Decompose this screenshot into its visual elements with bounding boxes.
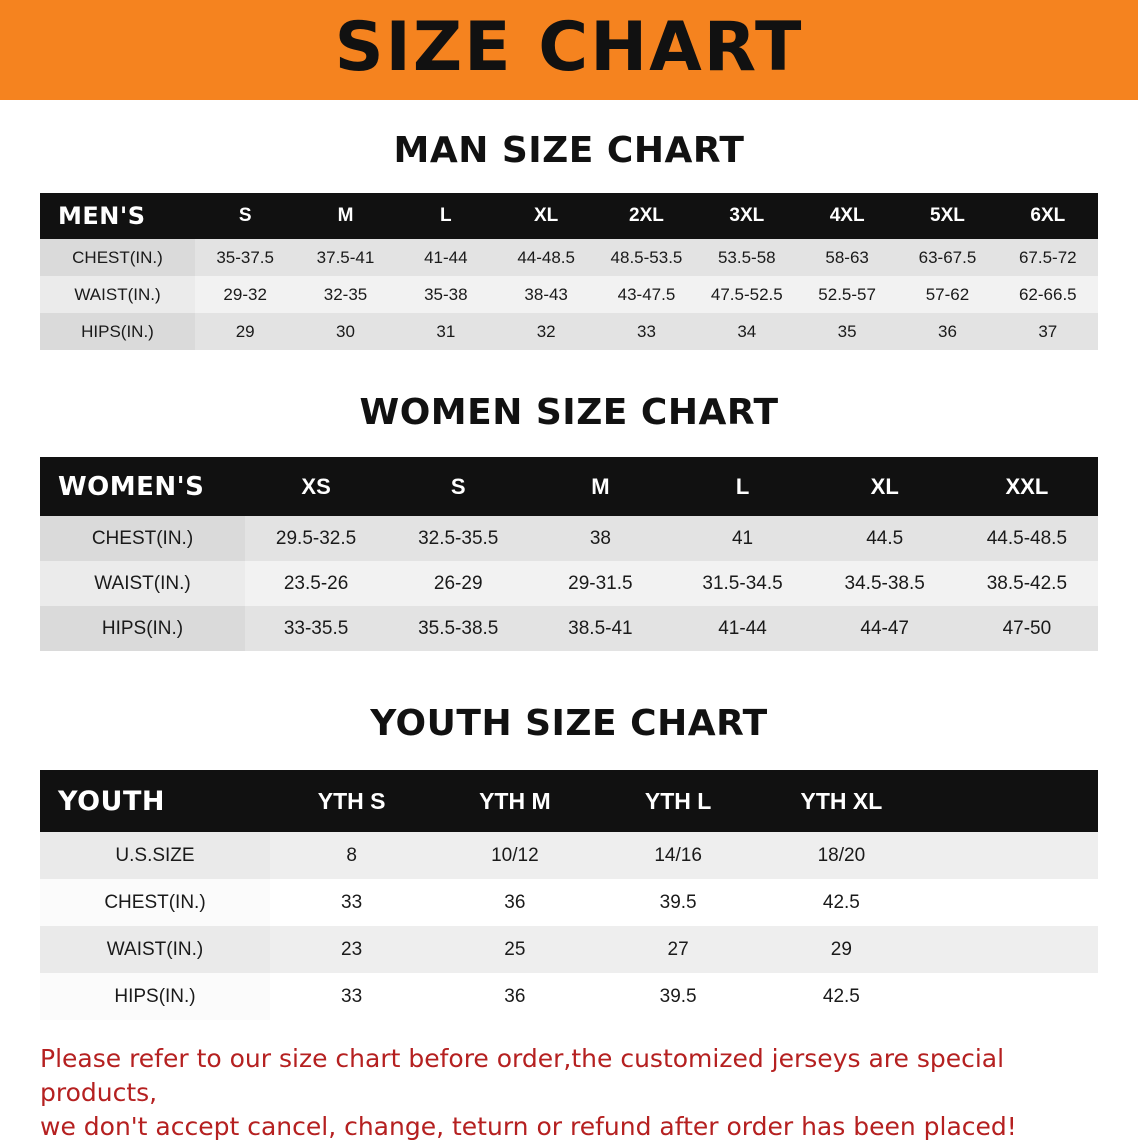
disclaimer-note <box>40 1042 1098 1143</box>
table-row <box>40 239 1098 276</box>
man-col-header: 3XL <box>697 193 797 239</box>
youth-cell: 8 <box>270 832 433 879</box>
youth-cell: 27 <box>597 926 760 973</box>
women-row-label: HIPS(IN.) <box>40 606 245 651</box>
youth-cell: 33 <box>270 973 433 1020</box>
youth-cell: 29 <box>760 926 923 973</box>
youth-cell-spacer <box>923 879 1098 926</box>
man-cell: 29-32 <box>195 276 295 313</box>
table-row <box>40 516 1098 561</box>
header-banner <box>0 0 1138 100</box>
youth-cell: 33 <box>270 879 433 926</box>
women-section-title: WOMEN SIZE CHART <box>0 392 1138 433</box>
man-cell: 67.5-72 <box>998 239 1098 276</box>
youth-section-title: YOUTH SIZE CHART <box>0 703 1138 744</box>
youth-header-spacer <box>923 770 1098 832</box>
women-cell: 44.5 <box>814 516 956 561</box>
man-cell: 62-66.5 <box>998 276 1098 313</box>
man-cell: 37.5-41 <box>295 239 395 276</box>
man-cell: 58-63 <box>797 239 897 276</box>
women-size-table <box>40 457 1098 651</box>
youth-size-table-wrap <box>0 770 1138 1020</box>
table-row <box>40 973 1098 1020</box>
women-col-header: XS <box>245 457 387 516</box>
man-section-title: MAN SIZE CHART <box>0 130 1138 171</box>
man-col-header: M <box>295 193 395 239</box>
women-corner-label: WOMEN'S <box>40 457 245 516</box>
man-cell: 63-67.5 <box>897 239 997 276</box>
disclaimer-line-1: Please refer to our size chart before order,the customized jerseys are special products, <box>40 1042 1098 1110</box>
women-row-label: CHEST(IN.) <box>40 516 245 561</box>
youth-cell: 18/20 <box>760 832 923 879</box>
youth-row-label: WAIST(IN.) <box>40 926 270 973</box>
youth-col-header: YTH XL <box>760 770 923 832</box>
man-cell: 33 <box>596 313 696 350</box>
youth-table-header-row <box>40 770 1098 832</box>
table-row <box>40 561 1098 606</box>
man-cell: 35-38 <box>396 276 496 313</box>
man-cell: 41-44 <box>396 239 496 276</box>
man-cell: 48.5-53.5 <box>596 239 696 276</box>
youth-cell: 10/12 <box>433 832 596 879</box>
man-cell: 38-43 <box>496 276 596 313</box>
women-cell: 38.5-42.5 <box>956 561 1098 606</box>
women-col-header: XL <box>814 457 956 516</box>
man-col-header: 6XL <box>998 193 1098 239</box>
women-cell: 31.5-34.5 <box>671 561 813 606</box>
women-size-table-wrap <box>0 457 1138 651</box>
man-table-header-row <box>40 193 1098 239</box>
man-col-header: L <box>396 193 496 239</box>
women-row-label: WAIST(IN.) <box>40 561 245 606</box>
man-col-header: 2XL <box>596 193 696 239</box>
man-size-table <box>40 193 1098 350</box>
man-cell: 53.5-58 <box>697 239 797 276</box>
youth-cell: 42.5 <box>760 879 923 926</box>
youth-corner-label: YOUTH <box>40 770 270 832</box>
man-cell: 31 <box>396 313 496 350</box>
women-table-header-row <box>40 457 1098 516</box>
youth-cell: 39.5 <box>597 973 760 1020</box>
women-cell: 41-44 <box>671 606 813 651</box>
youth-cell: 36 <box>433 879 596 926</box>
man-cell: 52.5-57 <box>797 276 897 313</box>
youth-cell: 39.5 <box>597 879 760 926</box>
youth-cell: 36 <box>433 973 596 1020</box>
man-cell: 29 <box>195 313 295 350</box>
man-cell: 32 <box>496 313 596 350</box>
man-cell: 32-35 <box>295 276 395 313</box>
man-col-header: XL <box>496 193 596 239</box>
youth-cell-spacer <box>923 973 1098 1020</box>
women-col-header: S <box>387 457 529 516</box>
man-cell: 35-37.5 <box>195 239 295 276</box>
man-size-table-wrap <box>0 193 1138 350</box>
women-cell: 34.5-38.5 <box>814 561 956 606</box>
youth-cell-spacer <box>923 832 1098 879</box>
man-cell: 36 <box>897 313 997 350</box>
table-row <box>40 832 1098 879</box>
women-col-header: L <box>671 457 813 516</box>
women-col-header: M <box>529 457 671 516</box>
table-row <box>40 879 1098 926</box>
page-title: SIZE CHART <box>335 14 804 86</box>
disclaimer-line-2: we don't accept cancel, change, teturn or refund after order has been placed! <box>40 1110 1098 1143</box>
women-cell: 33-35.5 <box>245 606 387 651</box>
youth-row-label: U.S.SIZE <box>40 832 270 879</box>
man-cell: 30 <box>295 313 395 350</box>
table-row <box>40 276 1098 313</box>
table-row <box>40 606 1098 651</box>
youth-cell: 23 <box>270 926 433 973</box>
women-col-header: XXL <box>956 457 1098 516</box>
women-cell: 41 <box>671 516 813 561</box>
youth-col-header: YTH S <box>270 770 433 832</box>
table-row <box>40 926 1098 973</box>
youth-col-header: YTH M <box>433 770 596 832</box>
man-row-label: WAIST(IN.) <box>40 276 195 313</box>
women-cell: 44.5-48.5 <box>956 516 1098 561</box>
table-row <box>40 313 1098 350</box>
youth-row-label: HIPS(IN.) <box>40 973 270 1020</box>
women-cell: 26-29 <box>387 561 529 606</box>
youth-cell-spacer <box>923 926 1098 973</box>
man-corner-label: MEN'S <box>40 193 195 239</box>
man-cell: 37 <box>998 313 1098 350</box>
man-col-header: 5XL <box>897 193 997 239</box>
man-cell: 43-47.5 <box>596 276 696 313</box>
man-cell: 47.5-52.5 <box>697 276 797 313</box>
man-cell: 35 <box>797 313 897 350</box>
women-cell: 47-50 <box>956 606 1098 651</box>
youth-cell: 14/16 <box>597 832 760 879</box>
man-row-label: CHEST(IN.) <box>40 239 195 276</box>
women-cell: 32.5-35.5 <box>387 516 529 561</box>
women-cell: 23.5-26 <box>245 561 387 606</box>
man-col-header: S <box>195 193 295 239</box>
youth-row-label: CHEST(IN.) <box>40 879 270 926</box>
man-cell: 57-62 <box>897 276 997 313</box>
women-cell: 29-31.5 <box>529 561 671 606</box>
man-row-label: HIPS(IN.) <box>40 313 195 350</box>
man-col-header: 4XL <box>797 193 897 239</box>
youth-cell: 42.5 <box>760 973 923 1020</box>
women-cell: 29.5-32.5 <box>245 516 387 561</box>
man-cell: 34 <box>697 313 797 350</box>
man-cell: 44-48.5 <box>496 239 596 276</box>
youth-col-header: YTH L <box>597 770 760 832</box>
youth-cell: 25 <box>433 926 596 973</box>
youth-size-table <box>40 770 1098 1020</box>
women-cell: 38 <box>529 516 671 561</box>
women-cell: 35.5-38.5 <box>387 606 529 651</box>
women-cell: 38.5-41 <box>529 606 671 651</box>
women-cell: 44-47 <box>814 606 956 651</box>
